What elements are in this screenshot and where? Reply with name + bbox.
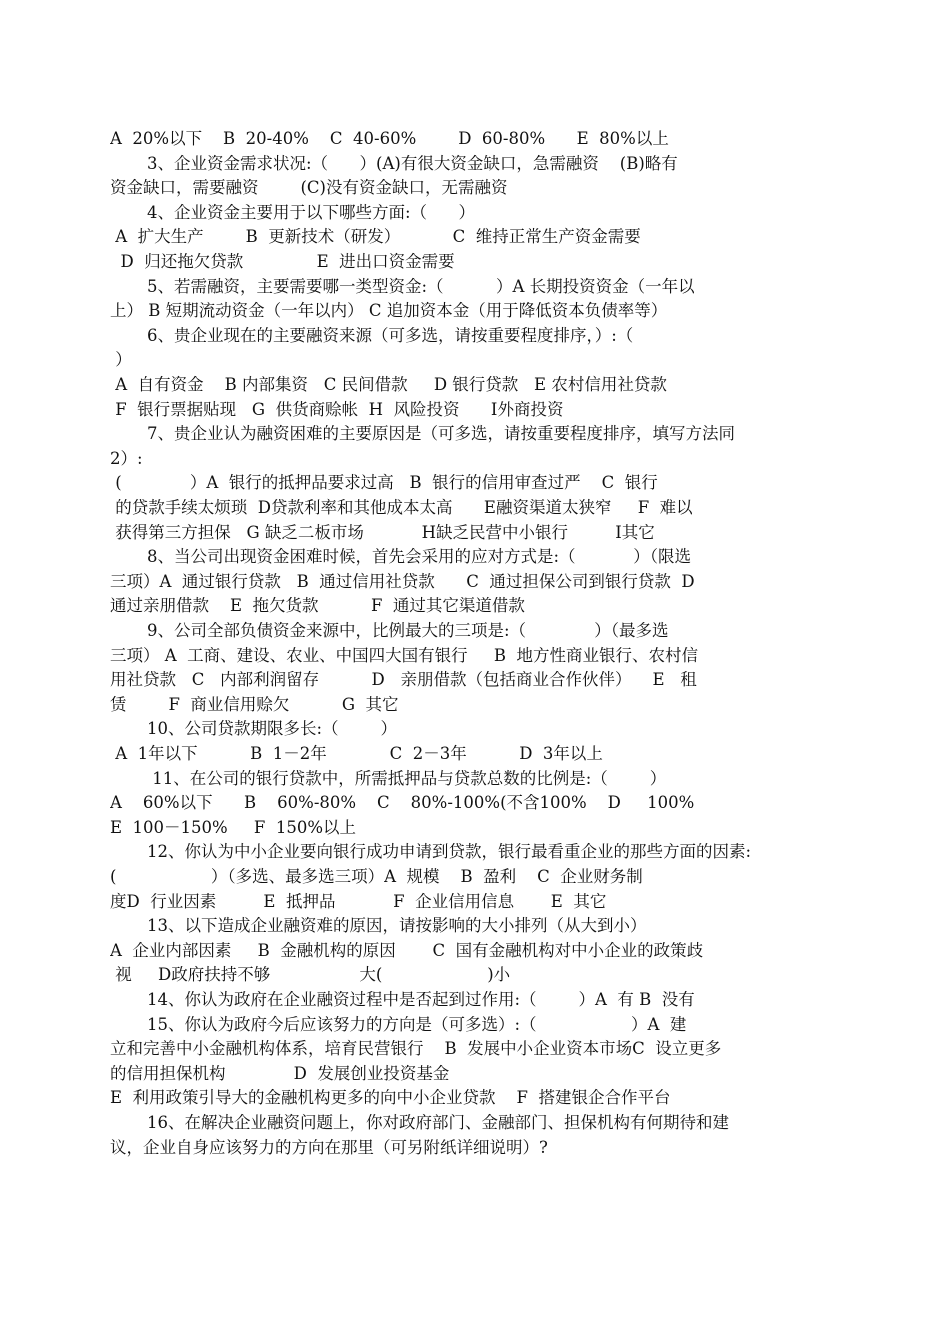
text-line: ( ）A 银行的抵押品要求过高 B 银行的信用审查过严 C 银行 [110, 473, 658, 493]
text-line: 视 D政府扶持不够 大( )小 [110, 965, 511, 985]
text-line: 上） B 短期流动资金（一年以内） C 追加资本金（用于降低资本负债率等） [110, 301, 668, 321]
text-line: 7、贵企业认为融资困难的主要原因是（可多选，请按重要程度排序，填写方法同 [147, 424, 735, 444]
text-line: 3、企业资金需求状况:（ ）(A)有很大资金缺口，急需融资 (B)略有 [147, 153, 678, 173]
text-line: 10、公司贷款期限多长:（ ） [147, 719, 398, 739]
text-line: 12、你认为中小企业要向银行成功申请到贷款，银行最看重企业的那些方面的因素: [147, 842, 752, 862]
text-line: 5、若需融资，主要需要哪一类型资金:（ ）A 长期投资资金（一年以 [147, 276, 695, 296]
text-line: 11、在公司的银行贷款中，所需抵押品与贷款总数的比例是:（ ） [147, 768, 667, 788]
text-line: 资金缺口，需要融资 (C)没有资金缺口，无需融资 [110, 178, 508, 198]
text-line: A 扩大生产 B 更新技术（研发） C 维持正常生产资金需要 [110, 227, 641, 247]
text-line: E 100－150% F 150%以上 [110, 817, 357, 837]
text-line: 立和完善中小金融机构体系，培育民营银行 B 发展中小企业资本市场C 设立更多 [110, 1039, 722, 1059]
text-line: 议，企业自身应该努力的方向在那里（可另附纸详细说明）? [110, 1137, 548, 1157]
text-line: 8、当公司出现资金困难时候，首先会采用的应对方式是:（ ）（限选 [147, 547, 692, 567]
text-line: 赁 F 商业信用赊欠 G 其它 [110, 694, 399, 714]
text-line: 15、你认为政府今后应该努力的方向是（可多选）:（ ）A 建 [147, 1014, 687, 1034]
text-line: 16、在解决企业融资问题上，你对政府部门、金融部门、担保机构有何期待和建 [147, 1113, 729, 1132]
text-line: 9、公司全部负债资金来源中，比例最大的三项是:（ ）（最多选 [147, 621, 669, 640]
text-line: ( ）（多选、最多选三项）A 规模 B 盈利 C 企业财务制 [110, 867, 643, 886]
text-line: A 1年以下 B 1－2年 C 2－3年 D 3年以上 [110, 744, 603, 763]
text-line: 13、以下造成企业融资难的原因，请按影响的大小排列（从大到小） [147, 916, 647, 936]
text-line: 2）: [110, 448, 143, 468]
text-line: 获得第三方担保 G 缺乏二板市场 H缺乏民营中小银行 I其它 [110, 522, 655, 542]
text-line: A 60%以下 B 60%-80% C 80%-100%(不含100% D 100% [110, 793, 695, 813]
text-line: 通过亲朋借款 E 拖欠货款 F 通过其它渠道借款 [110, 596, 525, 616]
text-line: 三项） A 工商、建设、农业、中国四大国有银行 B 地方性商业银行、农村信 [110, 645, 698, 665]
text-line: E 利用政策引导大的金融机构更多的向中小企业贷款 F 搭建银企合作平台 [110, 1088, 671, 1108]
text-line: D 归还拖欠贷款 E 进出口资金需要 [110, 252, 455, 271]
text-line: 用社贷款 C 内部利润留存 D 亲朋借款（包括商业合作伙伴） E 租 [110, 670, 697, 690]
text-line: 三项）A 通过银行贷款 B 通过信用社贷款 C 通过担保公司到银行贷款 D [110, 571, 695, 591]
text-line: 6、贵企业现在的主要融资来源（可多选，请按重要程度排序，）:（ [147, 325, 634, 345]
text-line: A 企业内部因素 B 金融机构的原因 C 国有金融机构对中小企业的政策歧 [110, 940, 704, 960]
text-line: A 20%以下 B 20-40% C 40-60% D 60-80% E 80%以上 [110, 129, 669, 148]
text-line: 的信用担保机构 D 发展创业投资基金 [110, 1063, 450, 1083]
text-line: F 银行票据贴现 G 供货商赊帐 H 风险投资 I外商投资 [110, 399, 564, 419]
text-line: 度D 行业因素 E 抵押品 F 企业信用信息 E 其它 [110, 891, 607, 911]
text-line: 的贷款手续太烦琐 D贷款利率和其他成本太高 E融资渠道太狭窄 F 难以 [110, 498, 693, 517]
text-line: ） [110, 350, 132, 370]
text-line: A 自有资金 B 内部集资 C 民间借款 D 银行贷款 E 农村信用社贷款 [110, 375, 667, 394]
text-line: 4、企业资金主要用于以下哪些方面:（ ） [147, 202, 476, 222]
text-line: 14、你认为政府在企业融资过程中是否起到过作用:（ ）A 有 B 没有 [147, 990, 695, 1009]
